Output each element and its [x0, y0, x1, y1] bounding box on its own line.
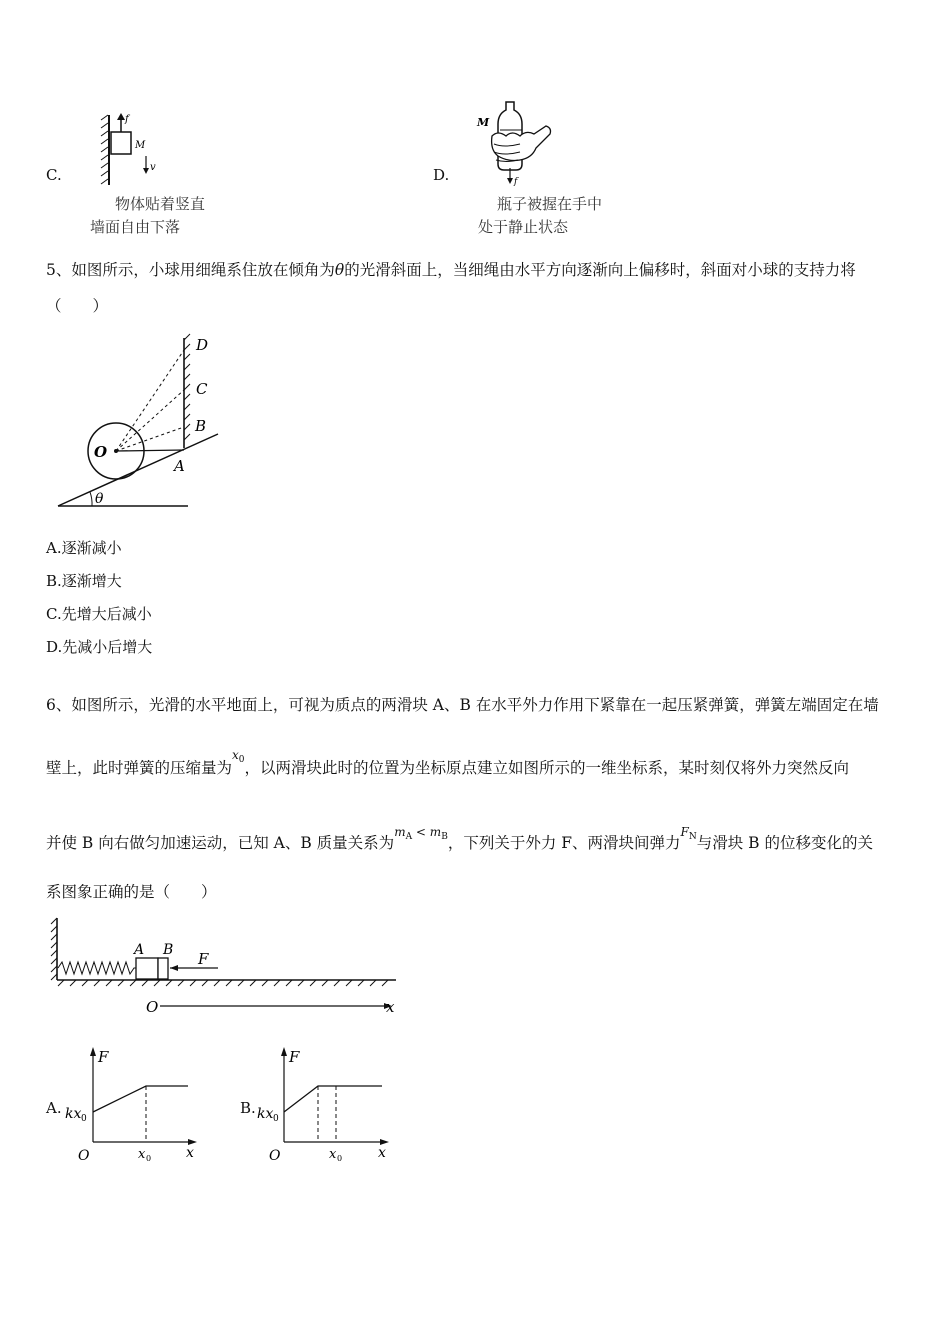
axis-x-label: x [386, 998, 395, 1016]
graph-b-x-tick-sub: 0 [337, 1154, 343, 1163]
graph-b-y-axis: F [289, 1048, 300, 1066]
graph-a-y-axis: F [98, 1048, 109, 1066]
q5-stem-after: 的光滑斜面上，当细绳由水平方向逐渐向上偏移时，斜面对小球的支持力将 [344, 261, 856, 279]
bottle-m-label: M [477, 116, 490, 129]
graph-b-x-axis: x [378, 1145, 386, 1161]
angle-theta-label: θ [95, 491, 104, 507]
theta-symbol: θ [334, 261, 345, 279]
force-f-label: F [198, 950, 209, 968]
fn-symbol: FN [680, 825, 697, 842]
graph-a-intercept: kx [65, 1106, 82, 1122]
graph-a-intercept-sub: 0 [81, 1114, 87, 1124]
graph-b-origin: O [269, 1148, 281, 1164]
option-c-label: C. [46, 166, 62, 184]
q5-option-c: C.先增大后减小 [46, 605, 152, 623]
force-f-label: f [125, 114, 129, 125]
option-c-figure [95, 110, 175, 185]
mass-m-label: M [135, 140, 146, 151]
option-d-figure [470, 98, 560, 188]
graph-a [60, 1042, 210, 1167]
point-d-label: D [196, 336, 209, 354]
q5-figure [50, 330, 225, 515]
option-d-label: D. [433, 166, 450, 184]
option-c-caption-2: 墙面自由下落 [90, 218, 181, 236]
q5-option-b: B.逐渐增大 [46, 572, 122, 590]
q5-option-d: D.先减小后增大 [46, 638, 153, 656]
graph-b-x-tick: x [329, 1147, 337, 1162]
graph-a-label: A. [46, 1099, 62, 1117]
q6-stem-line-1: 6、如图所示，光滑的水平地面上，可视为质点的两滑块 A、B 在水平外力作用下紧靠在一起压紧弹簧，弹簧左端固定在墙 [46, 696, 879, 714]
q6-stem-line-4: 系图象正确的是（ ） [46, 883, 217, 901]
graph-b-intercept-sub: 0 [273, 1114, 279, 1124]
point-b-label: B [195, 417, 207, 435]
option-d-caption-2: 处于静止状态 [478, 218, 569, 236]
q6-stem-line-2: 壁上，此时弹簧的压缩量为$^{x_0}$，以两滑块此时的位置为坐标原点建立如图所示的一维坐标系，某时刻仅将外力突然反向 [46, 748, 850, 777]
option-c-caption-1: 物体贴着竖直 [115, 195, 206, 213]
q6-spring-figure [48, 912, 408, 1022]
block-a-label: A [134, 942, 145, 958]
mass-relation: mA < mB [394, 825, 448, 842]
option-d-caption-1: 瓶子被握在手中 [497, 195, 603, 213]
q5-paren: （ ） [46, 297, 109, 315]
graph-a-x-axis: x [186, 1145, 194, 1161]
graph-a-x-tick: x [138, 1147, 146, 1162]
graph-a-x-tick-sub: 0 [146, 1154, 152, 1163]
point-c-label: C [196, 380, 208, 398]
block-b-label: B [163, 942, 174, 958]
graph-b-label: B. [240, 1099, 256, 1117]
bottle-f-label: f [514, 177, 518, 187]
graph-a-origin: O [78, 1148, 90, 1164]
q5-option-a: A.逐渐减小 [46, 539, 122, 557]
q5-stem-line-1 [46, 260, 856, 280]
velocity-v-label: v [150, 162, 156, 173]
q5-stem-before: 5、如图所示，小球用细绳系住放在倾角为 [46, 261, 335, 279]
graph-b [254, 1042, 404, 1167]
point-o-label: O [94, 443, 108, 461]
q6-stem-line-3: 并使 B 向右做匀加速运动，已知 A、B 质量关系为$^{m_A < m_B}$，下列关于外力 F、两滑块间弹力$^{F_N}$与滑块 B 的位移变化的关 [46, 825, 873, 852]
origin-o-label: O [146, 998, 159, 1016]
point-a-label: A [174, 457, 185, 475]
x0-symbol: x0 [232, 748, 245, 765]
graph-b-intercept: kx [257, 1106, 274, 1122]
